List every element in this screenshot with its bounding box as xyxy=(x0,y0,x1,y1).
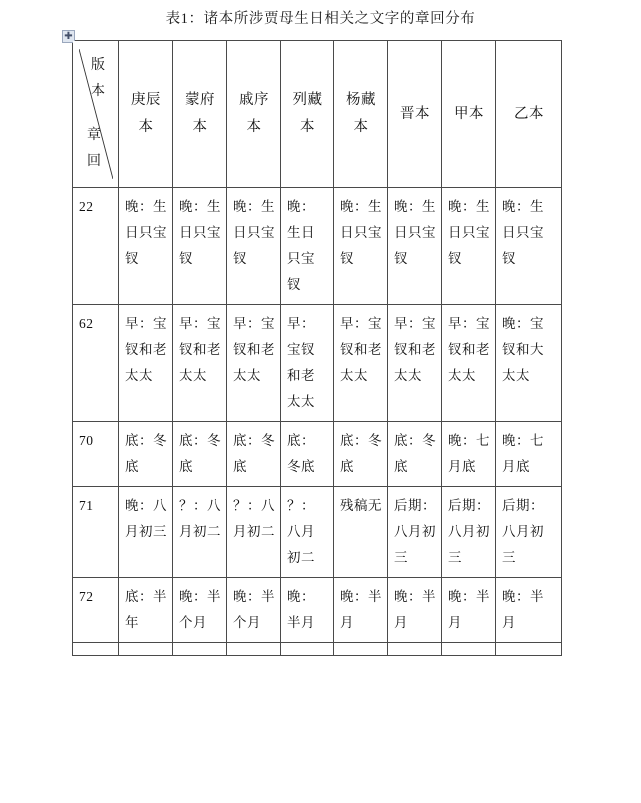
table-cell: 底：冬底 xyxy=(334,422,388,487)
table-cell: 晚：宝钗和大太太 xyxy=(496,305,562,422)
table-cell: 晚：生日只宝钗 xyxy=(281,188,334,305)
table-cell: 晚：八月初三 xyxy=(119,487,173,578)
corner-header-cell xyxy=(73,41,119,188)
table-cell: 后期：八月初三 xyxy=(388,487,442,578)
table-cell: 早：宝钗和老太太 xyxy=(173,305,227,422)
table-cell: 晚：半月 xyxy=(281,578,334,643)
table-caption: 表1：诸本所涉贾母生日相关之文字的章回分布 xyxy=(165,11,476,27)
table-cell: 早：宝钗和老太太 xyxy=(334,305,388,422)
table-cell: ？：八月初二 xyxy=(173,487,227,578)
column-header-label: 甲本 xyxy=(454,105,484,122)
table-cell xyxy=(496,643,562,656)
table-cell: 晚：半月 xyxy=(442,578,496,643)
column-header-1 xyxy=(119,41,173,188)
table-cell: 底：冬底 xyxy=(227,422,281,487)
table-cell: ？：八月初二 xyxy=(227,487,281,578)
table-header-row xyxy=(73,41,562,188)
table-cell: 晚：半个月 xyxy=(227,578,281,643)
table-cell: 晚：生日只宝钗 xyxy=(442,188,496,305)
column-header-label: 乙本 xyxy=(514,105,544,122)
table-cell: 早：宝钗和老太太 xyxy=(388,305,442,422)
table-cell: ？：八月初二 xyxy=(281,487,334,578)
table-cell xyxy=(227,643,281,656)
table-cell: 晚：生日只宝钗 xyxy=(119,188,173,305)
table-row xyxy=(73,643,562,656)
column-header-label: 杨藏本 xyxy=(346,92,376,135)
table-cell: 底：冬底 xyxy=(119,422,173,487)
table-cell xyxy=(119,643,173,656)
column-header-8 xyxy=(496,41,562,188)
column-header-label: 戚序本 xyxy=(239,92,269,135)
table-cell: 底：冬底 xyxy=(173,422,227,487)
table-body xyxy=(73,41,562,656)
table-row xyxy=(73,305,562,422)
table-row xyxy=(73,487,562,578)
chapter-number-cell: 62 xyxy=(73,305,119,422)
column-header-label: 蒙府本 xyxy=(185,92,215,135)
table-cell xyxy=(388,643,442,656)
table-cell: 早：宝钗和老太太 xyxy=(227,305,281,422)
table-container xyxy=(64,31,561,656)
column-header-7 xyxy=(442,41,496,188)
chapter-number-cell: 72 xyxy=(73,578,119,643)
table-cell xyxy=(442,643,496,656)
column-header-label: 列藏本 xyxy=(292,92,323,135)
table-cell xyxy=(334,643,388,656)
column-header-4 xyxy=(281,41,334,188)
chapter-number-cell: 71 xyxy=(73,487,119,578)
table-cell: 底：冬底 xyxy=(388,422,442,487)
column-header-6 xyxy=(388,41,442,188)
table-cell: 底：半年 xyxy=(119,578,173,643)
column-header-label: 庚辰本 xyxy=(131,92,161,135)
table-cell: 晚：半月 xyxy=(496,578,562,643)
chapter-number-cell: 70 xyxy=(73,422,119,487)
table-cell: 早：宝钗和老太太 xyxy=(281,305,334,422)
table-row xyxy=(73,188,562,305)
column-header-label: 晋本 xyxy=(400,105,430,122)
table-row xyxy=(73,578,562,643)
table-cell: 晚：七月底 xyxy=(442,422,496,487)
table-cell: 晚：生日只宝钗 xyxy=(227,188,281,305)
column-header-3 xyxy=(227,41,281,188)
table-cell: 晚：七月底 xyxy=(496,422,562,487)
table-cell: 晚：半月 xyxy=(334,578,388,643)
table-cell xyxy=(173,643,227,656)
column-header-2 xyxy=(173,41,227,188)
chapter-distribution-table xyxy=(72,40,562,656)
table-cell: 后期：八月初三 xyxy=(442,487,496,578)
table-cell: 晚：生日只宝钗 xyxy=(388,188,442,305)
chapter-number-cell xyxy=(73,643,119,656)
table-cell: 残稿无 xyxy=(334,487,388,578)
corner-chapter-label: 章回 xyxy=(87,128,101,169)
table-cell: 晚：生日只宝钗 xyxy=(496,188,562,305)
corner-version-label: 版本 xyxy=(91,58,105,99)
table-cell: 晚：生日只宝钗 xyxy=(334,188,388,305)
chapter-number-cell: 22 xyxy=(73,188,119,305)
table-cell xyxy=(281,643,334,656)
table-cell: 后期：八月初三 xyxy=(496,487,562,578)
table-cell: 晚：生日只宝钗 xyxy=(173,188,227,305)
table-cell: 早：宝钗和老太太 xyxy=(442,305,496,422)
table-move-handle-icon[interactable]: ✚ xyxy=(62,30,75,43)
column-header-5 xyxy=(334,41,388,188)
table-row xyxy=(73,422,562,487)
table-cell: 晚：半个月 xyxy=(173,578,227,643)
table-cell: 晚：半月 xyxy=(388,578,442,643)
table-cell: 底：冬底 xyxy=(281,422,334,487)
table-cell: 早：宝钗和老太太 xyxy=(119,305,173,422)
